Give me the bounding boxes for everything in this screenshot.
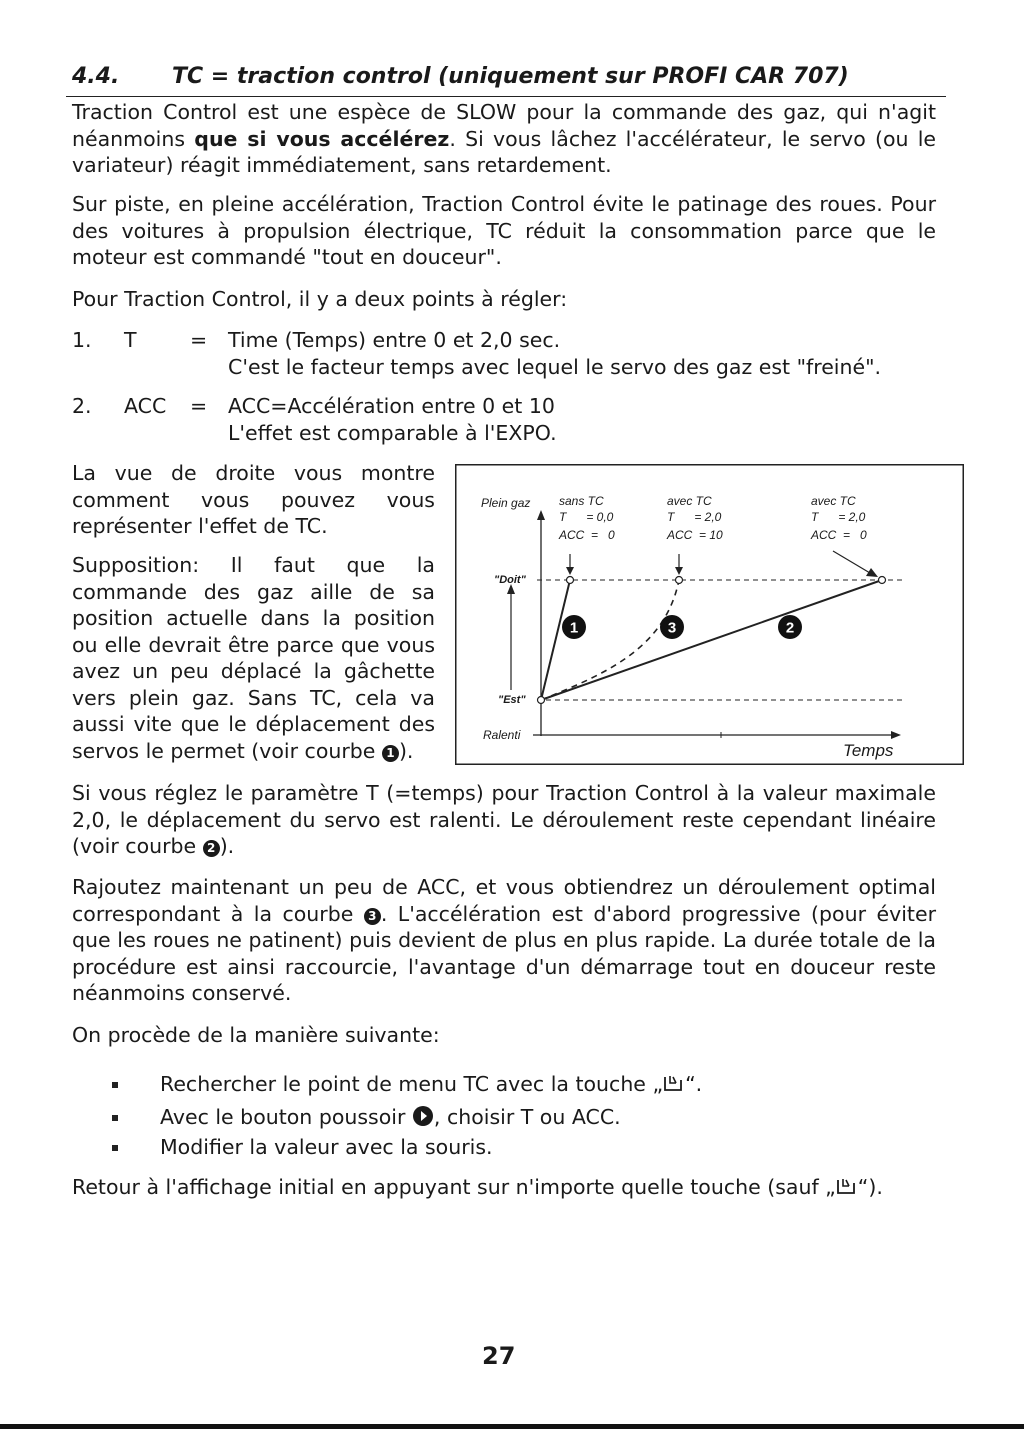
bottom-edge <box>0 1424 1024 1429</box>
curve-1-badge-label: 1 <box>569 619 579 637</box>
retour-text: Retour à l'affichage initial en appuyant sur n'importe quelle touche (sauf „ <box>72 1175 836 1199</box>
curve-3 <box>541 580 679 700</box>
curve-3-marker: 3 <box>364 908 381 925</box>
side-p2-text: Supposition: Il faut que la commande des gaz aille de sa position actuelle dans la position ou elle devrait être parce que vous avez un peu déplacé la gâchette vers plein gaz. Sans TC, cela va aussi vite que le déplacement des servos le permet (voir courbe <box>72 553 435 763</box>
intro-p1-bold: que si vous accélérez <box>194 126 450 151</box>
retour-end: “). <box>857 1175 883 1199</box>
after-paragraph-1 <box>72 780 936 860</box>
setting-line-2: L'effet est comparable à l'EXPO. <box>228 420 557 445</box>
c2-t: T = 2,0 <box>667 510 722 524</box>
curve-1-endpoint <box>567 577 574 584</box>
bullet-dot <box>112 1115 118 1121</box>
setting-line-1: Time (Temps) entre 0 et 2,0 sec. <box>228 328 561 352</box>
page-number: 27 <box>482 1342 516 1370</box>
curve-2-marker: 2 <box>203 840 220 857</box>
bullet-2-text: Avec le bouton poussoir <box>160 1105 412 1129</box>
retour-paragraph <box>72 1174 883 1201</box>
y-axis-arrow <box>537 510 545 520</box>
x-axis-arrow <box>891 731 901 739</box>
menu-key-icon <box>663 1074 685 1094</box>
c3-pointer-head <box>866 568 878 577</box>
bullet-text <box>160 1104 621 1131</box>
bullet-1-end: “. <box>685 1072 703 1096</box>
traction-control-diagram <box>455 464 965 766</box>
curve-2-badge-label: 2 <box>785 619 795 637</box>
side-paragraph-2 <box>72 552 435 764</box>
curve-2-endpoint <box>879 577 886 584</box>
setting-item-t <box>72 327 932 381</box>
intro-paragraph-1 <box>72 99 936 179</box>
c1-pointer-head <box>566 567 574 575</box>
label-temps: Temps <box>843 741 894 760</box>
c3-pointer <box>833 551 870 573</box>
c1-title: sans TC <box>559 494 604 508</box>
push-button-icon <box>412 1105 434 1127</box>
c2-title: avec TC <box>667 494 712 508</box>
bullet-1-text: Rechercher le point de menu TC avec la touche „ <box>160 1072 664 1096</box>
setting-key: T <box>124 328 137 352</box>
after-p2-text: Rajoutez maintenant un peu de ACC, et vous obtiendrez un déroulement optimal correspondant à la courbe <box>72 875 936 926</box>
c1-t: T = 0,0 <box>559 510 614 524</box>
after-paragraph-2 <box>72 874 936 1007</box>
label-doit: "Doit" <box>494 574 526 586</box>
intro-p1-text-end: . Si vous lâchez l'accélérateur, le servo (ou le variateur) réagit immédiatement, sans retardement. <box>72 126 937 177</box>
menu-key-icon <box>836 1177 858 1197</box>
setting-line-1: ACC=Accélération entre 0 et 10 <box>228 394 555 418</box>
bullet-3-text: Modifier la valeur avec la souris. <box>160 1135 493 1159</box>
est-start-point <box>538 697 545 704</box>
after-p1-text: Si vous réglez le paramètre T (=temps) pour Traction Control à la valeur maximale 2,0, le déplacement du servo est ralenti. Le déroulement reste cependant linéaire (voir courbe <box>72 781 936 858</box>
after-paragraph-3: On procède de la manière suivante: <box>72 1023 440 1047</box>
c1-acc: ACC = 0 <box>559 528 615 542</box>
setting-number: 1. <box>72 328 92 352</box>
after-p2-text-end: . L'accélération est d'abord progressive (pour éviter que les roues ne patinent) puis devient de plus en plus rapide. La durée totale de la procédure est ainsi raccourcie, l'avantage d'un démarrage tout en douceur reste néanmoins conservé. <box>72 901 936 1005</box>
c2-pointer-head <box>675 567 683 575</box>
c2-acc: ACC = 10 <box>667 528 723 542</box>
curve-3-badge-label: 3 <box>667 619 677 637</box>
curve-2 <box>541 580 882 700</box>
setting-value <box>228 327 928 380</box>
section-number: 4.4. <box>72 64 120 89</box>
setting-equals: = <box>190 328 208 352</box>
bullet-text <box>160 1071 702 1098</box>
intro-paragraph-2: Sur piste, en pleine accélération, Traction Control évite le patinage des roues. Pour des voitures à propulsion électrique, TC réduit la consommation parce que le moteur est commandé "tout en douceur". <box>72 192 936 269</box>
intro-p1-text: Traction Control est une espèce de SLOW pour la commande des gaz, qui n'agit néanmoins <box>72 100 936 151</box>
c3-acc: ACC = 0 <box>811 528 867 542</box>
section-title: TC = traction control (uniquement sur PROFI CAR 707) <box>172 64 849 89</box>
setting-item-acc <box>72 393 932 447</box>
intro-paragraph-3: Pour Traction Control, il y a deux points à régler: <box>72 287 568 311</box>
side-paragraph-1: La vue de droite vous montre comment vous pouvez vous représenter l'effet de TC. <box>72 461 435 538</box>
side-p2-end: ). <box>398 738 414 763</box>
c3-t: T = 2,0 <box>811 510 866 524</box>
curve-1 <box>541 580 570 700</box>
setting-key: ACC <box>124 394 167 418</box>
setting-number: 2. <box>72 394 92 418</box>
setting-value <box>228 393 928 446</box>
section-heading <box>72 64 849 89</box>
bullet-2-end: , choisir T ou ACC. <box>433 1105 621 1129</box>
c3-title: avec TC <box>811 494 856 508</box>
after-p1-end: ). <box>219 834 235 858</box>
bullet-dot <box>112 1082 118 1088</box>
label-ralenti: Ralenti <box>483 728 521 742</box>
curve-1-marker: 1 <box>382 745 399 762</box>
label-plein-gaz: Plein gaz <box>481 496 531 510</box>
heading-rule <box>66 96 946 97</box>
setting-line-2: C'est le facteur temps avec lequel le servo des gaz est "freiné". <box>228 354 882 379</box>
bullet-dot <box>112 1145 118 1151</box>
curve-3-endpoint <box>676 577 683 584</box>
label-est: "Est" <box>498 694 526 706</box>
setting-equals: = <box>190 394 208 418</box>
